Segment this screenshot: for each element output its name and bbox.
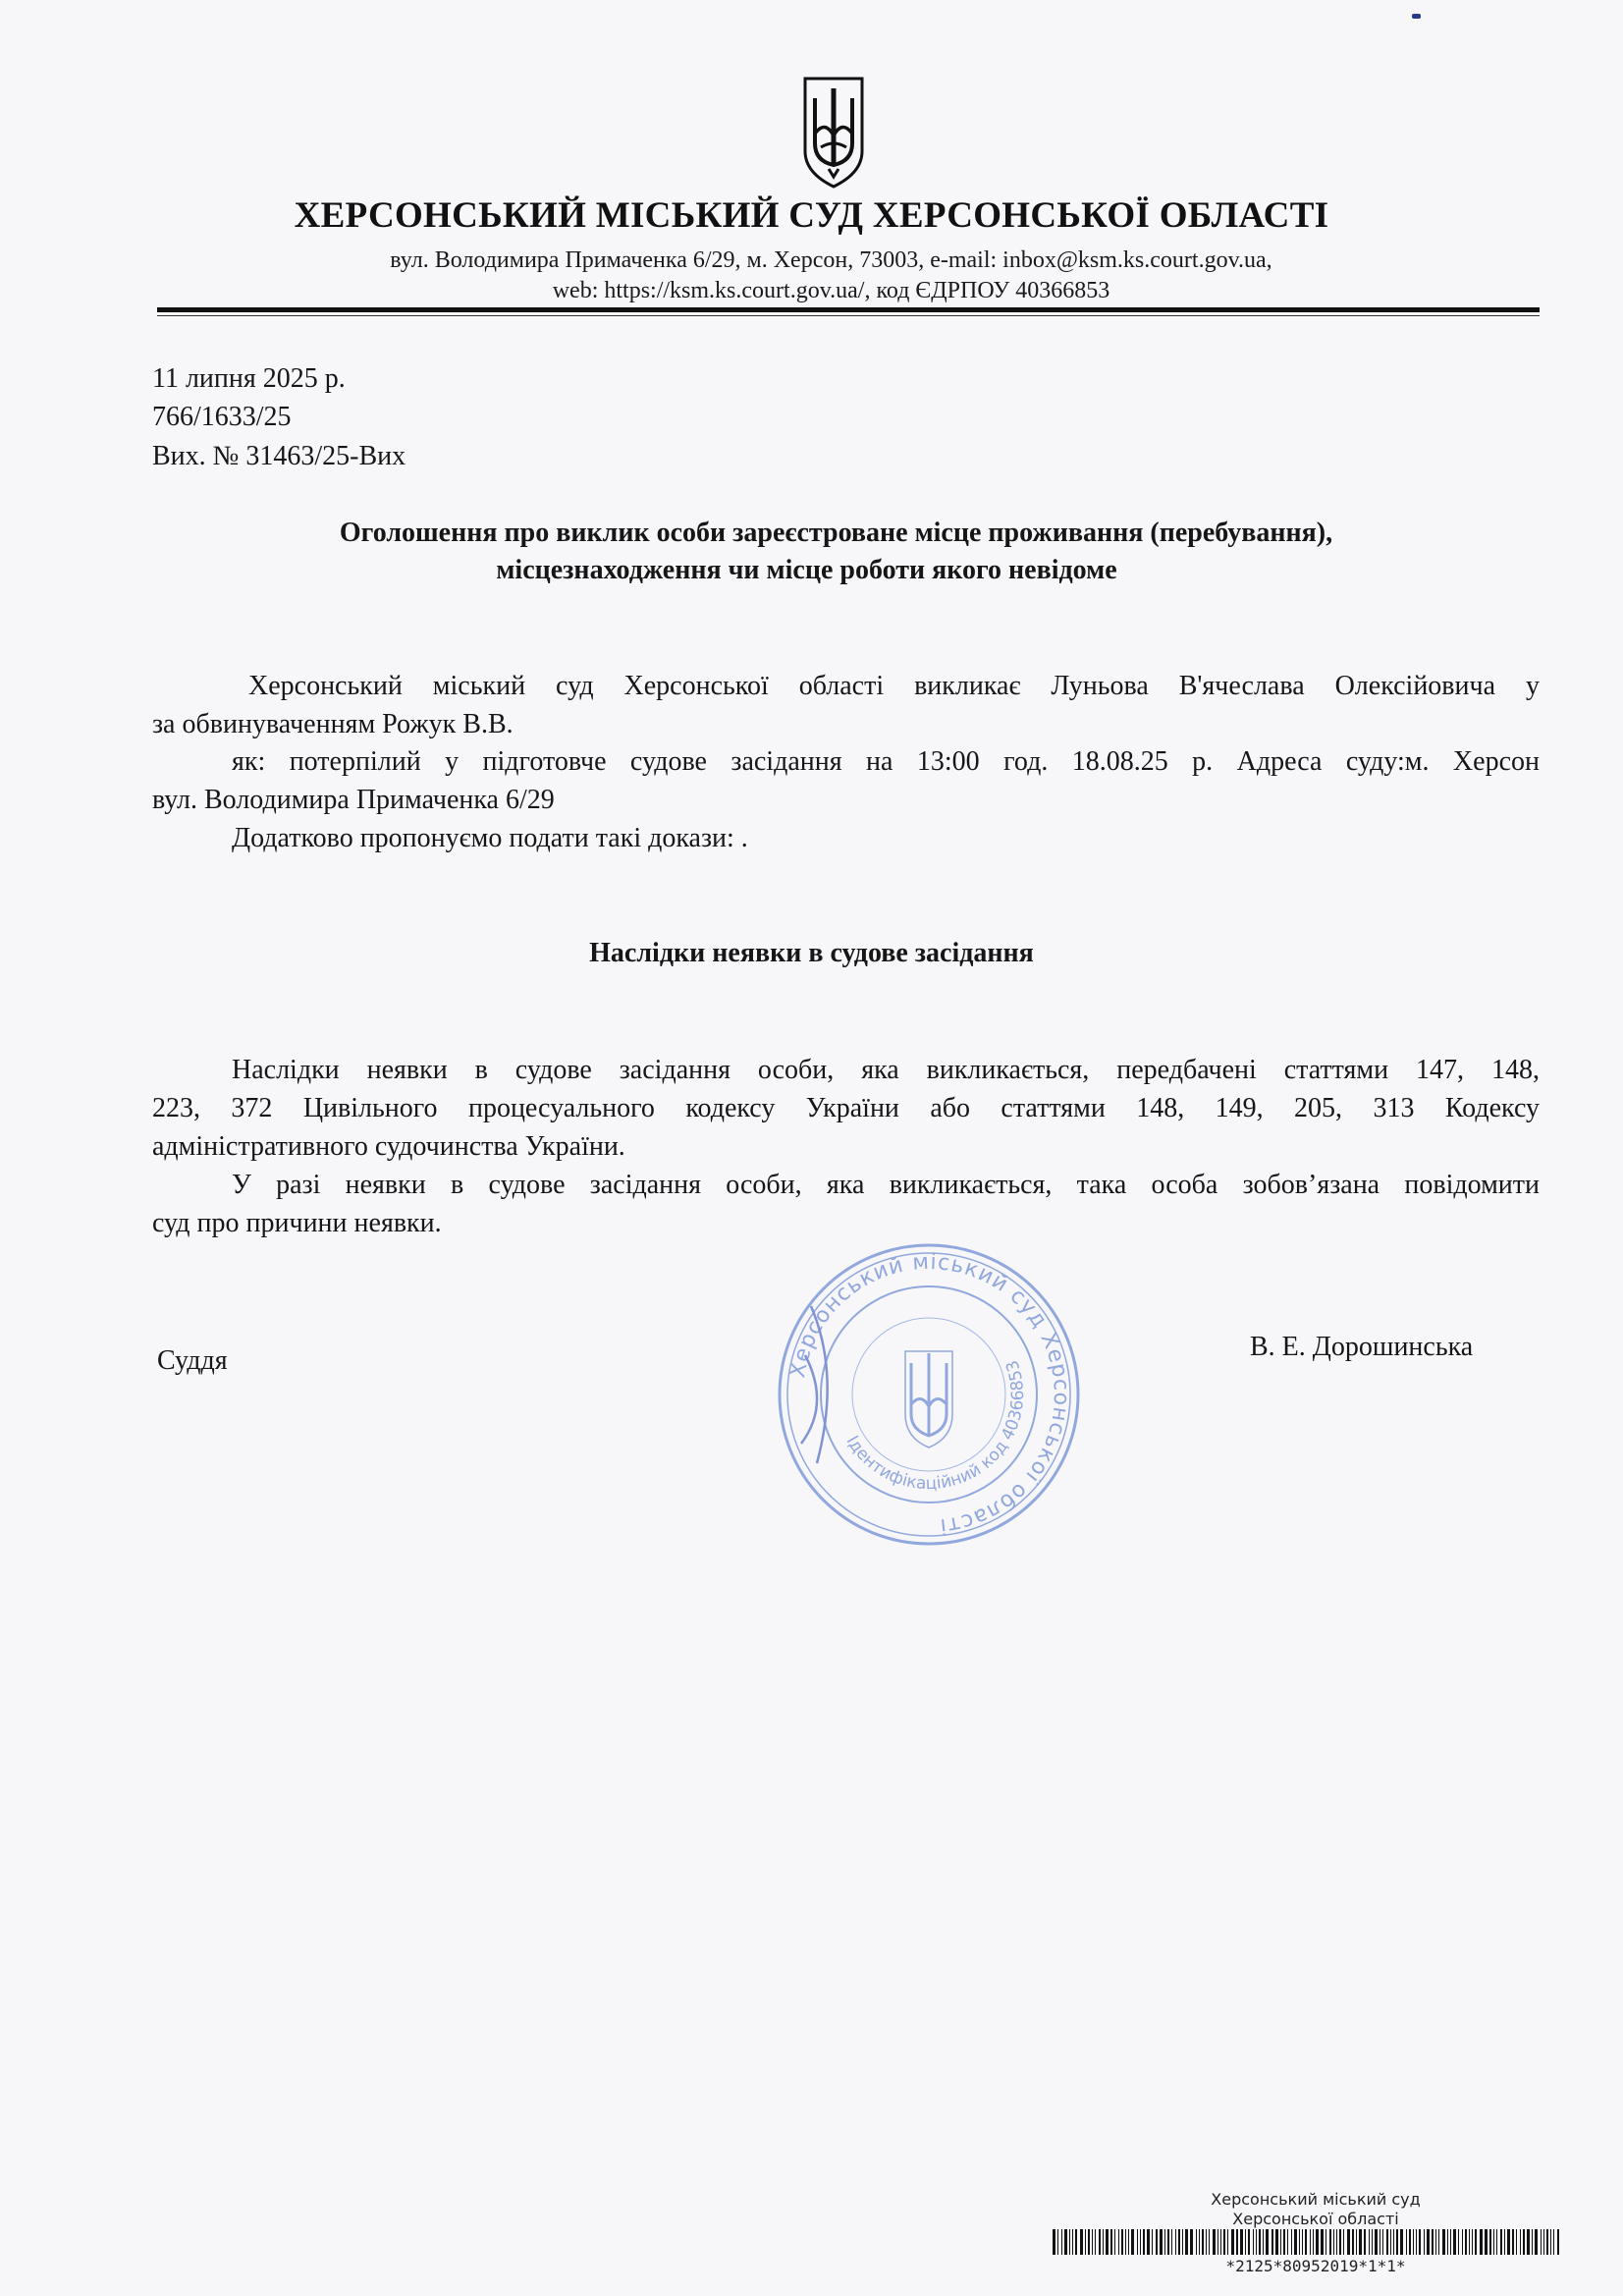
barcode-bar bbox=[1103, 2229, 1104, 2255]
barcode-bar bbox=[1283, 2229, 1285, 2255]
consequences-title: Наслідки неявки в судове засідання bbox=[589, 938, 1034, 968]
barcode-bar bbox=[1475, 2229, 1477, 2255]
barcode-bar bbox=[1390, 2229, 1391, 2255]
barcode-bar bbox=[1372, 2229, 1373, 2255]
barcode-bar bbox=[1333, 2229, 1334, 2255]
barcode-bar bbox=[1275, 2229, 1278, 2255]
barcode-bar bbox=[1287, 2229, 1288, 2255]
barcode-bar bbox=[1356, 2229, 1357, 2255]
consequences-paragraph-line3: адміністративного судочинства України. bbox=[152, 1131, 625, 1162]
barcode-bar bbox=[1316, 2229, 1319, 2255]
barcode-bar bbox=[1375, 2229, 1378, 2255]
barcode-bar bbox=[1416, 2229, 1417, 2255]
barcode-bar bbox=[1424, 2229, 1425, 2255]
barcode-bar bbox=[1099, 2229, 1101, 2255]
barcode-bar bbox=[1516, 2229, 1517, 2255]
barcode-bar bbox=[1305, 2229, 1307, 2255]
barcode-bar bbox=[1409, 2229, 1411, 2255]
barcode-bar bbox=[1248, 2229, 1250, 2255]
barcode-text: *2125*80952019*1*1* bbox=[1225, 2257, 1406, 2275]
barcode-bar bbox=[1121, 2229, 1123, 2255]
barcode-bar bbox=[1209, 2229, 1210, 2255]
barcode-bar bbox=[1442, 2229, 1445, 2255]
barcode-bar bbox=[1088, 2229, 1090, 2255]
barcode-bar bbox=[1553, 2229, 1554, 2255]
judge-name: В. Е. Дорошинська bbox=[1250, 1332, 1474, 1362]
announcement-title-line2: місцезнаходження чи місце роботи якого невідоме bbox=[496, 555, 1117, 585]
barcode-bar bbox=[1143, 2229, 1145, 2255]
barcode-bar bbox=[1359, 2229, 1362, 2255]
barcode-bar bbox=[1406, 2229, 1407, 2255]
barcode-bar bbox=[1213, 2229, 1216, 2255]
barcode-bar bbox=[1535, 2229, 1538, 2255]
barcode-bar bbox=[1299, 2229, 1300, 2255]
court-seal-stamp bbox=[772, 1237, 1086, 1552]
barcode-bar bbox=[1432, 2229, 1434, 2255]
barcode bbox=[1053, 2229, 1563, 2255]
barcode-bar bbox=[1294, 2229, 1297, 2255]
barcode-bar bbox=[1450, 2229, 1451, 2255]
barcode-bar bbox=[1125, 2229, 1126, 2255]
obligation-paragraph-line2: суд про причини неявки. bbox=[152, 1208, 442, 1238]
barcode-bar bbox=[1419, 2229, 1421, 2255]
barcode-bar bbox=[1520, 2229, 1521, 2255]
barcode-bar bbox=[1313, 2229, 1314, 2255]
barcode-bar bbox=[1167, 2229, 1169, 2255]
barcode-bar bbox=[1259, 2229, 1261, 2255]
barcode-bar bbox=[1493, 2229, 1494, 2255]
barcode-bar bbox=[1190, 2229, 1193, 2255]
barcode-bar bbox=[1400, 2229, 1403, 2255]
barcode-bar bbox=[1253, 2229, 1254, 2255]
barcode-bar bbox=[1489, 2229, 1491, 2255]
barcode-bar bbox=[1329, 2229, 1331, 2255]
barcode-bar bbox=[1302, 2229, 1303, 2255]
summons-paragraph-line2: за обвинуваченням Рожук В.В. bbox=[152, 709, 514, 739]
barcode-bar bbox=[1240, 2229, 1243, 2255]
barcode-bar bbox=[1541, 2229, 1542, 2255]
barcode-bar bbox=[1507, 2229, 1510, 2255]
barcode-bar bbox=[1352, 2229, 1354, 2255]
seal-outer-text: Херсонський міський суд Херсонської області bbox=[785, 1249, 1074, 1539]
barcode-bar bbox=[1413, 2229, 1414, 2255]
barcode-bar bbox=[1472, 2229, 1473, 2255]
barcode-bar bbox=[1496, 2229, 1497, 2255]
barcode-bar bbox=[1164, 2229, 1165, 2255]
barcode-bar bbox=[1092, 2229, 1093, 2255]
barcode-bar bbox=[1085, 2229, 1086, 2255]
barcode-bar bbox=[1156, 2229, 1158, 2255]
barcode-bar bbox=[1435, 2229, 1436, 2255]
barcode-bar bbox=[1220, 2229, 1221, 2255]
barcode-bar bbox=[1321, 2229, 1324, 2255]
barcode-bar bbox=[1114, 2229, 1115, 2255]
footer-court-line1: Херсонський міський суд bbox=[1211, 2190, 1421, 2209]
barcode-bar bbox=[1202, 2229, 1204, 2255]
barcode-bar bbox=[1364, 2229, 1366, 2255]
barcode-bar bbox=[1382, 2229, 1383, 2255]
barcode-bar bbox=[1532, 2229, 1533, 2255]
barcode-bar bbox=[1291, 2229, 1292, 2255]
consequences-paragraph-line2: 223, 372 Цивільного процесуального кодексу України або статтями 148, 149, 205, 313 Кодексу bbox=[152, 1093, 1540, 1123]
barcode-bar bbox=[1310, 2229, 1311, 2255]
barcode-bar bbox=[1543, 2229, 1544, 2255]
barcode-bar bbox=[1347, 2229, 1350, 2255]
scan-speck bbox=[1412, 14, 1421, 19]
barcode-bar bbox=[1386, 2229, 1388, 2255]
barcode-bar bbox=[1462, 2229, 1463, 2255]
barcode-bar bbox=[1171, 2229, 1172, 2255]
barcode-bar bbox=[1182, 2229, 1183, 2255]
barcode-bar bbox=[1178, 2229, 1180, 2255]
barcode-bar bbox=[1523, 2229, 1525, 2255]
barcode-bar bbox=[1175, 2229, 1176, 2255]
barcode-bar bbox=[1393, 2229, 1394, 2255]
barcode-bar bbox=[1325, 2229, 1326, 2255]
barcode-bar bbox=[1069, 2229, 1070, 2255]
barcode-bar bbox=[1061, 2229, 1062, 2255]
case-number: 766/1633/25 bbox=[152, 402, 292, 432]
barcode-bar bbox=[1266, 2229, 1269, 2255]
barcode-bar bbox=[1396, 2229, 1398, 2255]
footer-court-line2: Херсонської області bbox=[1232, 2210, 1399, 2228]
barcode-bar bbox=[1196, 2229, 1197, 2255]
barcode-bar bbox=[1271, 2229, 1273, 2255]
seal-inner-text: Ідентифікаційний код 40366853 bbox=[841, 1357, 1029, 1495]
barcode-bar bbox=[1160, 2229, 1163, 2255]
barcode-bar bbox=[1453, 2229, 1456, 2255]
header-divider-thin bbox=[157, 315, 1540, 316]
barcode-bar bbox=[1427, 2229, 1430, 2255]
barcode-bar bbox=[1512, 2229, 1514, 2255]
barcode-bar bbox=[1256, 2229, 1257, 2255]
barcode-bar bbox=[1485, 2229, 1488, 2255]
summons-paragraph-line1: Херсонський міський суд Херсонської області викликає Луньова В'ячеслава Олексійовича у bbox=[248, 671, 1540, 701]
barcode-bar bbox=[1223, 2229, 1225, 2255]
barcode-bar bbox=[1500, 2229, 1502, 2255]
header-divider bbox=[157, 307, 1540, 312]
barcode-bar bbox=[1106, 2229, 1109, 2255]
consequences-paragraph-line1: Наслідки неявки в судове засідання особи, яка викликається, передбачені статтями 147, 148, bbox=[232, 1055, 1540, 1085]
barcode-bar bbox=[1152, 2229, 1153, 2255]
barcode-bar bbox=[1147, 2229, 1150, 2255]
evidence-request: Додатково пропонуємо подати такі докази: . bbox=[232, 823, 748, 853]
barcode-bar bbox=[1075, 2229, 1077, 2255]
barcode-bar bbox=[1072, 2229, 1073, 2255]
barcode-bar bbox=[1527, 2229, 1530, 2255]
barcode-bar bbox=[1369, 2229, 1370, 2255]
barcode-bar bbox=[1231, 2229, 1234, 2255]
barcode-bar bbox=[1465, 2229, 1467, 2255]
barcode-bar bbox=[1206, 2229, 1207, 2255]
hearing-details-line1: як: потерпілий у підготовче судове засідання на 13:00 год. 18.08.25 р. Адреса суду:м. Херсон bbox=[232, 746, 1540, 777]
barcode-bar bbox=[1064, 2229, 1067, 2255]
obligation-paragraph-line1: У разі неявки в судове засідання особи, яка викликається, така особа зобов’язана повідомити bbox=[232, 1170, 1540, 1200]
judge-role-label: Суддя bbox=[157, 1345, 228, 1376]
announcement-title-line1: Оголошення про виклик особи зареєстроване місце проживання (перебування), bbox=[339, 518, 1333, 548]
barcode-bar bbox=[1080, 2229, 1083, 2255]
barcode-bar bbox=[1217, 2229, 1218, 2255]
barcode-bar bbox=[1546, 2229, 1548, 2255]
barcode-bar bbox=[1480, 2229, 1483, 2255]
outgoing-number: Вих. № 31463/25-Вих bbox=[152, 441, 406, 471]
hearing-details-line2: вул. Володимира Примаченка 6/29 bbox=[152, 785, 555, 815]
barcode-bar bbox=[1550, 2229, 1551, 2255]
barcode-bar bbox=[1438, 2229, 1439, 2255]
barcode-bar bbox=[1280, 2229, 1281, 2255]
court-website: web: https://ksm.ks.court.gov.ua/, код ЄДРПОУ 40366853 bbox=[552, 278, 1110, 303]
barcode-bar bbox=[1199, 2229, 1200, 2255]
barcode-bar bbox=[1185, 2229, 1188, 2255]
barcode-bar bbox=[1236, 2229, 1238, 2255]
barcode-bar bbox=[1336, 2229, 1337, 2255]
barcode-bar bbox=[1339, 2229, 1341, 2255]
barcode-bar bbox=[1131, 2229, 1134, 2255]
barcode-bar bbox=[1140, 2229, 1141, 2255]
barcode-bar bbox=[1118, 2229, 1119, 2255]
court-address: вул. Володимира Примаченка 6/29, м. Херсон, 73003, e-mail: inbox@ksm.ks.court.gov.ua, bbox=[390, 247, 1272, 273]
barcode-bar bbox=[1095, 2229, 1096, 2255]
barcode-bar bbox=[1343, 2229, 1344, 2255]
barcode-bar bbox=[1458, 2229, 1459, 2255]
document-date: 11 липня 2025 р. bbox=[152, 363, 346, 394]
barcode-bar bbox=[1137, 2229, 1138, 2255]
barcode-bar bbox=[1053, 2229, 1055, 2255]
barcode-bar bbox=[1227, 2229, 1228, 2255]
trident-emblem-icon bbox=[799, 75, 868, 191]
barcode-bar bbox=[1057, 2229, 1058, 2255]
barcode-bar bbox=[1557, 2229, 1559, 2255]
barcode-bar bbox=[1447, 2229, 1448, 2255]
barcode-bar bbox=[1245, 2229, 1246, 2255]
barcode-bar bbox=[1263, 2229, 1264, 2255]
barcode-bar bbox=[1469, 2229, 1470, 2255]
barcode-bar bbox=[1110, 2229, 1112, 2255]
barcode-bar bbox=[1128, 2229, 1129, 2255]
court-name: ХЕРСОНСЬКИЙ МІСЬКИЙ СУД ХЕРСОНСЬКОЇ ОБЛАСТІ bbox=[294, 195, 1329, 236]
barcode-bar bbox=[1504, 2229, 1505, 2255]
